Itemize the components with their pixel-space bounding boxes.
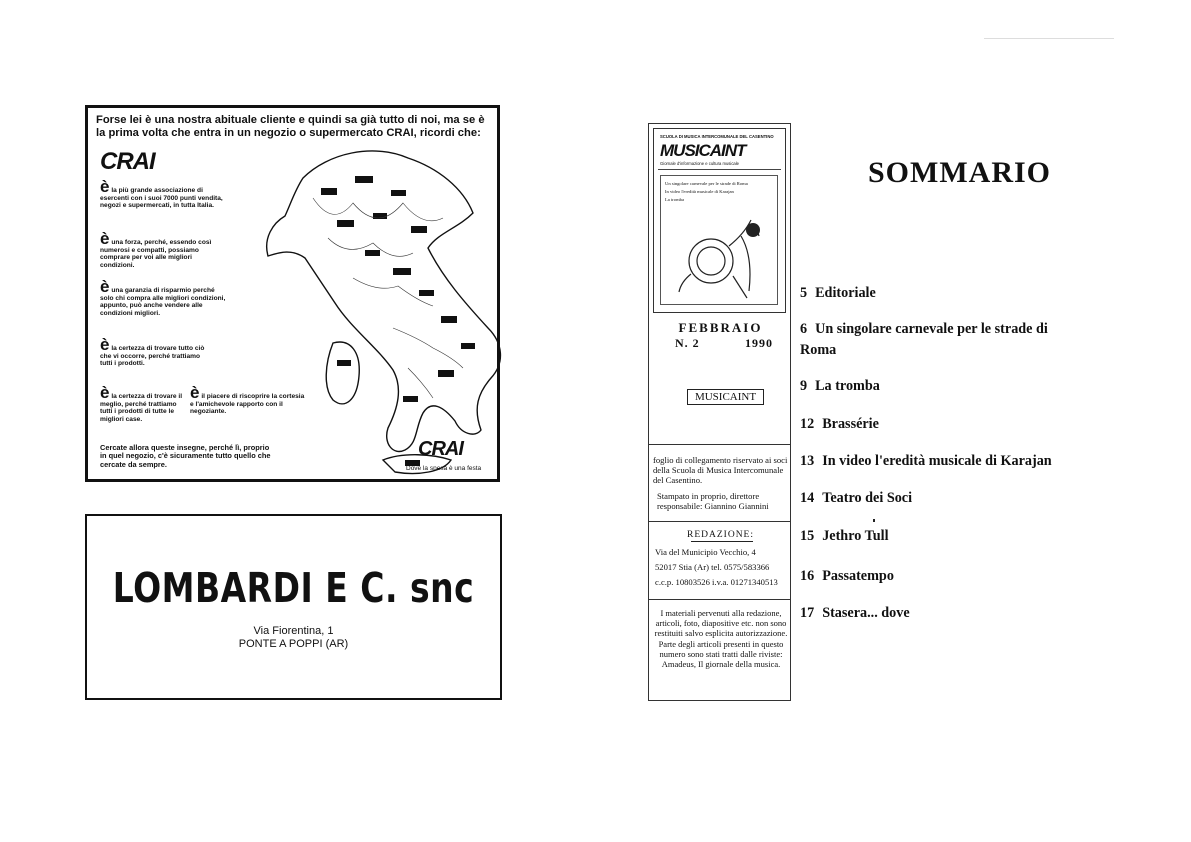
masthead-note: I materiali pervenuti alla redazione, articoli, foto, diapositive etc. non sono restituiti salvo esplicita autorizzazione. Parte degli articoli presenti in questo numero sono stati tratti dalle riviste: Amadeus, Il giornale della musica. — [654, 608, 788, 670]
cover-school: SCUOLA DI MUSICA INTERCOMUNALE DEL CASENTINO — [660, 134, 774, 139]
crai-point — [100, 335, 210, 368]
crai-point-text: la certezza di trovare il meglio, perché trattiamo tutti i prodotti di tutte le migliori case. — [100, 393, 183, 423]
crai-point-text: la più grande associazione di esercenti con i suoi 7000 punti vendita, negozi e supermercati, in tutta Italia. — [100, 187, 223, 209]
toc-page-number: 6 — [800, 321, 808, 337]
toc-entry — [800, 566, 1100, 587]
toc-page-number: 5 — [800, 285, 808, 301]
crai-point-lead: è — [100, 335, 110, 354]
crai-logo: CRAI — [418, 438, 463, 460]
toc-page-number: 13 — [800, 453, 815, 469]
crai-point — [100, 277, 230, 317]
issue-year: 1990 — [745, 336, 773, 350]
crai-point — [100, 177, 225, 210]
toc-entry — [800, 451, 1130, 472]
crai-point-text: il piacere di riscoprire la cortesia e l'amichevole rapporto con il negoziante. — [190, 393, 305, 415]
masthead-label: MUSICAINT — [687, 389, 764, 405]
crai-point-lead: è — [100, 383, 110, 402]
masthead-printed-by: Stampato in proprio, direttore responsabile: Giannino Giannini — [657, 491, 769, 511]
crai-point — [100, 229, 228, 269]
toc-entry-title: Teatro dei Soci — [822, 490, 913, 506]
cover-item: La tromba — [665, 197, 685, 202]
lombardi-company-name: LOMBARDI E C. snc — [112, 563, 475, 612]
toc-entry-title: Brassérie — [822, 416, 879, 432]
lombardi-address-line: Via Fiorentina, 1 — [253, 625, 334, 637]
toc-entry-title: In video l'eredità musicale di Karajan — [822, 453, 1052, 469]
lombardi-advertisement — [85, 514, 502, 700]
toc-entry-title: Editoriale — [815, 285, 876, 301]
issue-number: N. 2 — [675, 336, 700, 350]
redazione-title: REDAZIONE: — [687, 530, 754, 540]
scan-mark — [984, 38, 1114, 39]
cover-thumbnail — [653, 128, 786, 313]
crai-point — [100, 383, 185, 423]
crai-point-lead: è — [100, 229, 110, 248]
toc-entry — [800, 319, 1085, 361]
redazione-line: 52017 Stia (Ar) tel. 0575/583366 — [655, 562, 770, 572]
divider — [649, 599, 790, 600]
cover-tagline: Giornale d'informazione e cultura musicale — [660, 161, 740, 166]
toc-entry — [800, 603, 1100, 624]
crai-point-text: una forza, perché, essendo così numerosi e compatti, possiamo comprare per voi alle migliori condizioni. — [100, 239, 212, 269]
crai-point-text: una garanzia di risparmio perché solo chi compra alle migliori condizioni, appunto, può anche vendere alle condizioni migliori. — [100, 287, 226, 317]
toc-entry-title: Jethro Tull — [822, 528, 889, 544]
italy-map-illustration — [233, 138, 508, 483]
toc-page-number: 15 — [800, 528, 815, 544]
crai-logo: CRAI — [100, 148, 155, 175]
crai-advertisement — [85, 105, 500, 482]
toc-page-number: 9 — [800, 378, 808, 394]
masthead-description: foglio di collegamento riservato ai soci della Scuola di Musica Intercomunale del Casentino. — [653, 455, 788, 485]
toc-entry — [800, 283, 1100, 304]
toc-entry-title: Un singolare carnevale per le strade di Roma — [800, 321, 1048, 358]
toc-page-number: 12 — [800, 416, 815, 432]
cover-divider — [658, 169, 781, 170]
redazione-line: c.c.p. 10803526 i.v.a. 01271340513 — [655, 577, 778, 587]
lombardi-address-line: PONTE A POPPI (AR) — [238, 638, 349, 650]
cover-item: Un singolare carnevale per le strade di Roma — [665, 181, 748, 186]
crai-slogan: Dove la spesa è una festa — [406, 465, 482, 472]
toc-entry-title: Passatempo — [822, 568, 894, 584]
issue-month: FEBBRAIO — [678, 320, 763, 335]
redazione-underline — [691, 541, 753, 542]
toc-entry — [800, 526, 1100, 547]
toc-entry — [800, 414, 1100, 435]
crai-point-lead: è — [190, 383, 200, 402]
scan-mark — [873, 519, 875, 522]
crai-closing-text: Cercate allora queste insegne, perché lì, proprio in quel negozio, c'è sicuramente tutto quello che cercate da sempre. — [100, 443, 271, 469]
crai-point-lead: è — [100, 277, 110, 296]
crai-point-text: la certezza di trovare tutto ciò che vi occorre, perché trattiamo tutti i prodotti. — [100, 345, 205, 367]
toc-entry — [800, 488, 1100, 509]
cover-item: In video l'eredità musicale di Karajan — [665, 189, 734, 194]
divider — [649, 521, 790, 522]
toc-page-number: 14 — [800, 490, 815, 506]
toc-page-number: 17 — [800, 605, 815, 621]
crai-headline: Forse lei è una nostra abituale cliente e quindi sa già tutto di noi, ma se è la prima volta che entra in un negozio o supermercato CRAI, ricordi che: — [96, 114, 485, 139]
french-horn-illustration — [671, 216, 771, 301]
masthead-column — [648, 123, 791, 701]
toc-entry — [800, 376, 1100, 397]
toc-page-number: 16 — [800, 568, 815, 584]
toc-entry-title: Stasera... dove — [822, 605, 910, 621]
cover-content — [660, 175, 778, 305]
toc-entry-title: La tromba — [815, 378, 880, 394]
redazione-line: Via del Municipio Vecchio, 4 — [655, 547, 756, 557]
lombardi-address — [87, 625, 500, 651]
cover-logo: MUSICAINT — [660, 141, 746, 160]
sommario-title: SOMMARIO — [868, 156, 1051, 189]
crai-point-lead: è — [100, 177, 110, 196]
divider — [649, 444, 790, 445]
